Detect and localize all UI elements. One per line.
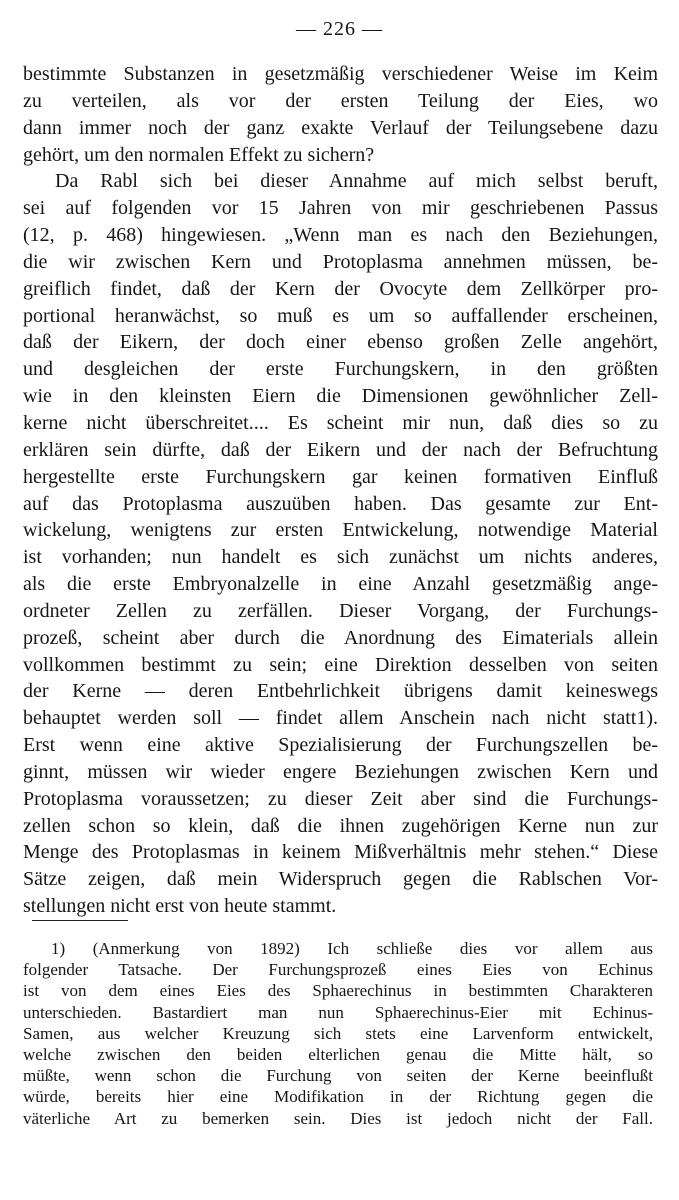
footnote-line: welche zwischen den beiden elterlichen genau die Mitte hält, so [23, 1045, 653, 1065]
text-line: Protoplasma voraussetzen; zu dieser Zeit aber sind die Furchungs- [23, 787, 658, 810]
text-line: sei auf folgenden vor 15 Jahren von mir geschriebenen Passus [23, 197, 658, 220]
text-line: portional heranwächst, so muß es um so auffallender erscheinen, [23, 304, 658, 327]
text-line [23, 88, 658, 115]
text-line: Menge des Protoplasmas in keinem Mißverhältnis mehr stehen.“ Diese [23, 841, 658, 864]
paragraph-2 [23, 168, 658, 920]
footnote-line: müßte, wenn schon die Furchung von seiten der Kerne beeinflußt [23, 1066, 653, 1086]
text-line: daß der Eikern, der doch einer ebenso großen Zelle angehört, [23, 331, 658, 354]
text-line: wickelung, wenigtens zur ersten Entwickelung, notwendige Material [23, 519, 658, 542]
text-line: und desgleichen der erste Furchungskern, in den größten [23, 358, 658, 381]
text-line-emphasis: zu verteilen, als vor der ersten Teilung der Eies, wo [23, 89, 658, 112]
text-line: ginnt, müssen wir wieder engere Beziehungen zwischen Kern und [23, 760, 658, 783]
text-line: dann immer noch der ganz exakte Verlauf der Teilungsebene dazu [23, 116, 658, 139]
text-line: Da Rabl sich bei dieser Annahme auf mich selbst beruft, [55, 170, 658, 193]
footnote-line: folgender Tatsache. Der Furchungsprozeß eines Eies von Echinus [23, 960, 653, 980]
main-text [23, 61, 658, 920]
footnote-line: unterschieden. Bastardiert man nun Sphaerechinus-Eier mit Echinus- [23, 1002, 653, 1022]
footnote-divider [32, 920, 128, 921]
text-line: gehört, um den normalen Effekt zu sichern? [23, 143, 375, 166]
page-number: — 226 — [296, 18, 383, 40]
text-line: bestimmte Substanzen in gesetzmäßig verschiedener Weise im Keim [23, 63, 658, 85]
text-line: (12, p. 468) hingewiesen. „Wenn man es nach den Beziehungen, [23, 224, 658, 247]
footnote-line: 1) (Anmerkung von 1892) Ich schließe dies vor allem aus [51, 939, 653, 958]
text-line: Sätze zeigen, daß mein Widerspruch gegen die Rablschen Vor- [23, 868, 658, 891]
text-line: erklären sein dürfte, daß der Eikern und der nach der Befruchtung [23, 438, 658, 461]
text-line: ist vorhanden; nun handelt es sich zunächst um nichts anderes, [23, 546, 658, 569]
text-line: kerne nicht überschreitet.... Es scheint mir nun, daß dies so zu [23, 411, 658, 434]
text-line: zellen schon so klein, daß die ihnen zugehörigen Kerne nun zur [23, 814, 658, 837]
text-line: wie in den kleinsten Eiern die Dimensionen gewöhnlicher Zell- [23, 385, 658, 408]
text-line: als die erste Embryonalzelle in eine Anzahl gesetzmäßig ange- [23, 573, 658, 596]
footnote-line: ist von dem eines Eies des Sphaerechinus in bestimmten Charakteren [23, 981, 653, 1001]
text-line: vollkommen bestimmt zu sein; eine Direktion desselben von seiten [23, 653, 658, 676]
text-line: stellungen nicht erst von heute stammt. [23, 895, 337, 918]
text-line: ordneter Zellen zu zerfällen. Dieser Vorgang, der Furchungs- [23, 599, 658, 622]
footnote-line: Samen, aus welcher Kreuzung sich stets eine Larvenform entwickelt, [23, 1023, 653, 1043]
paragraph-1 [23, 61, 658, 168]
footnote-line: würde, bereits hier eine Modifikation in der Richtung gegen die [23, 1087, 653, 1107]
text-line: behauptet werden soll — findet allem Anschein nach nicht statt1). [23, 707, 658, 730]
text-line: greiflich findet, daß der Kern der Ovocyte dem Zellkörper pro- [23, 277, 658, 300]
text-line: die wir zwischen Kern und Protoplasma annehmen müssen, be- [23, 250, 658, 273]
footnote-line: väterliche Art zu bemerken sein. Dies ist jedoch nicht der Fall. [23, 1108, 653, 1128]
text-line: der Kerne — deren Entbehrlichkeit übrigens damit keineswegs [23, 680, 658, 703]
text-line: Erst wenn eine aktive Spezialisierung der Furchungszellen be- [23, 734, 658, 757]
text-line: prozeß, scheint aber durch die Anordnung des Eimaterials allein [23, 626, 658, 649]
text-line: auf das Protoplasma auszuüben haben. Das gesamte zur Ent- [23, 492, 658, 515]
footnote [23, 938, 653, 1129]
text-line: hergestellte erste Furchungskern gar keinen formativen Einfluß [23, 465, 658, 488]
